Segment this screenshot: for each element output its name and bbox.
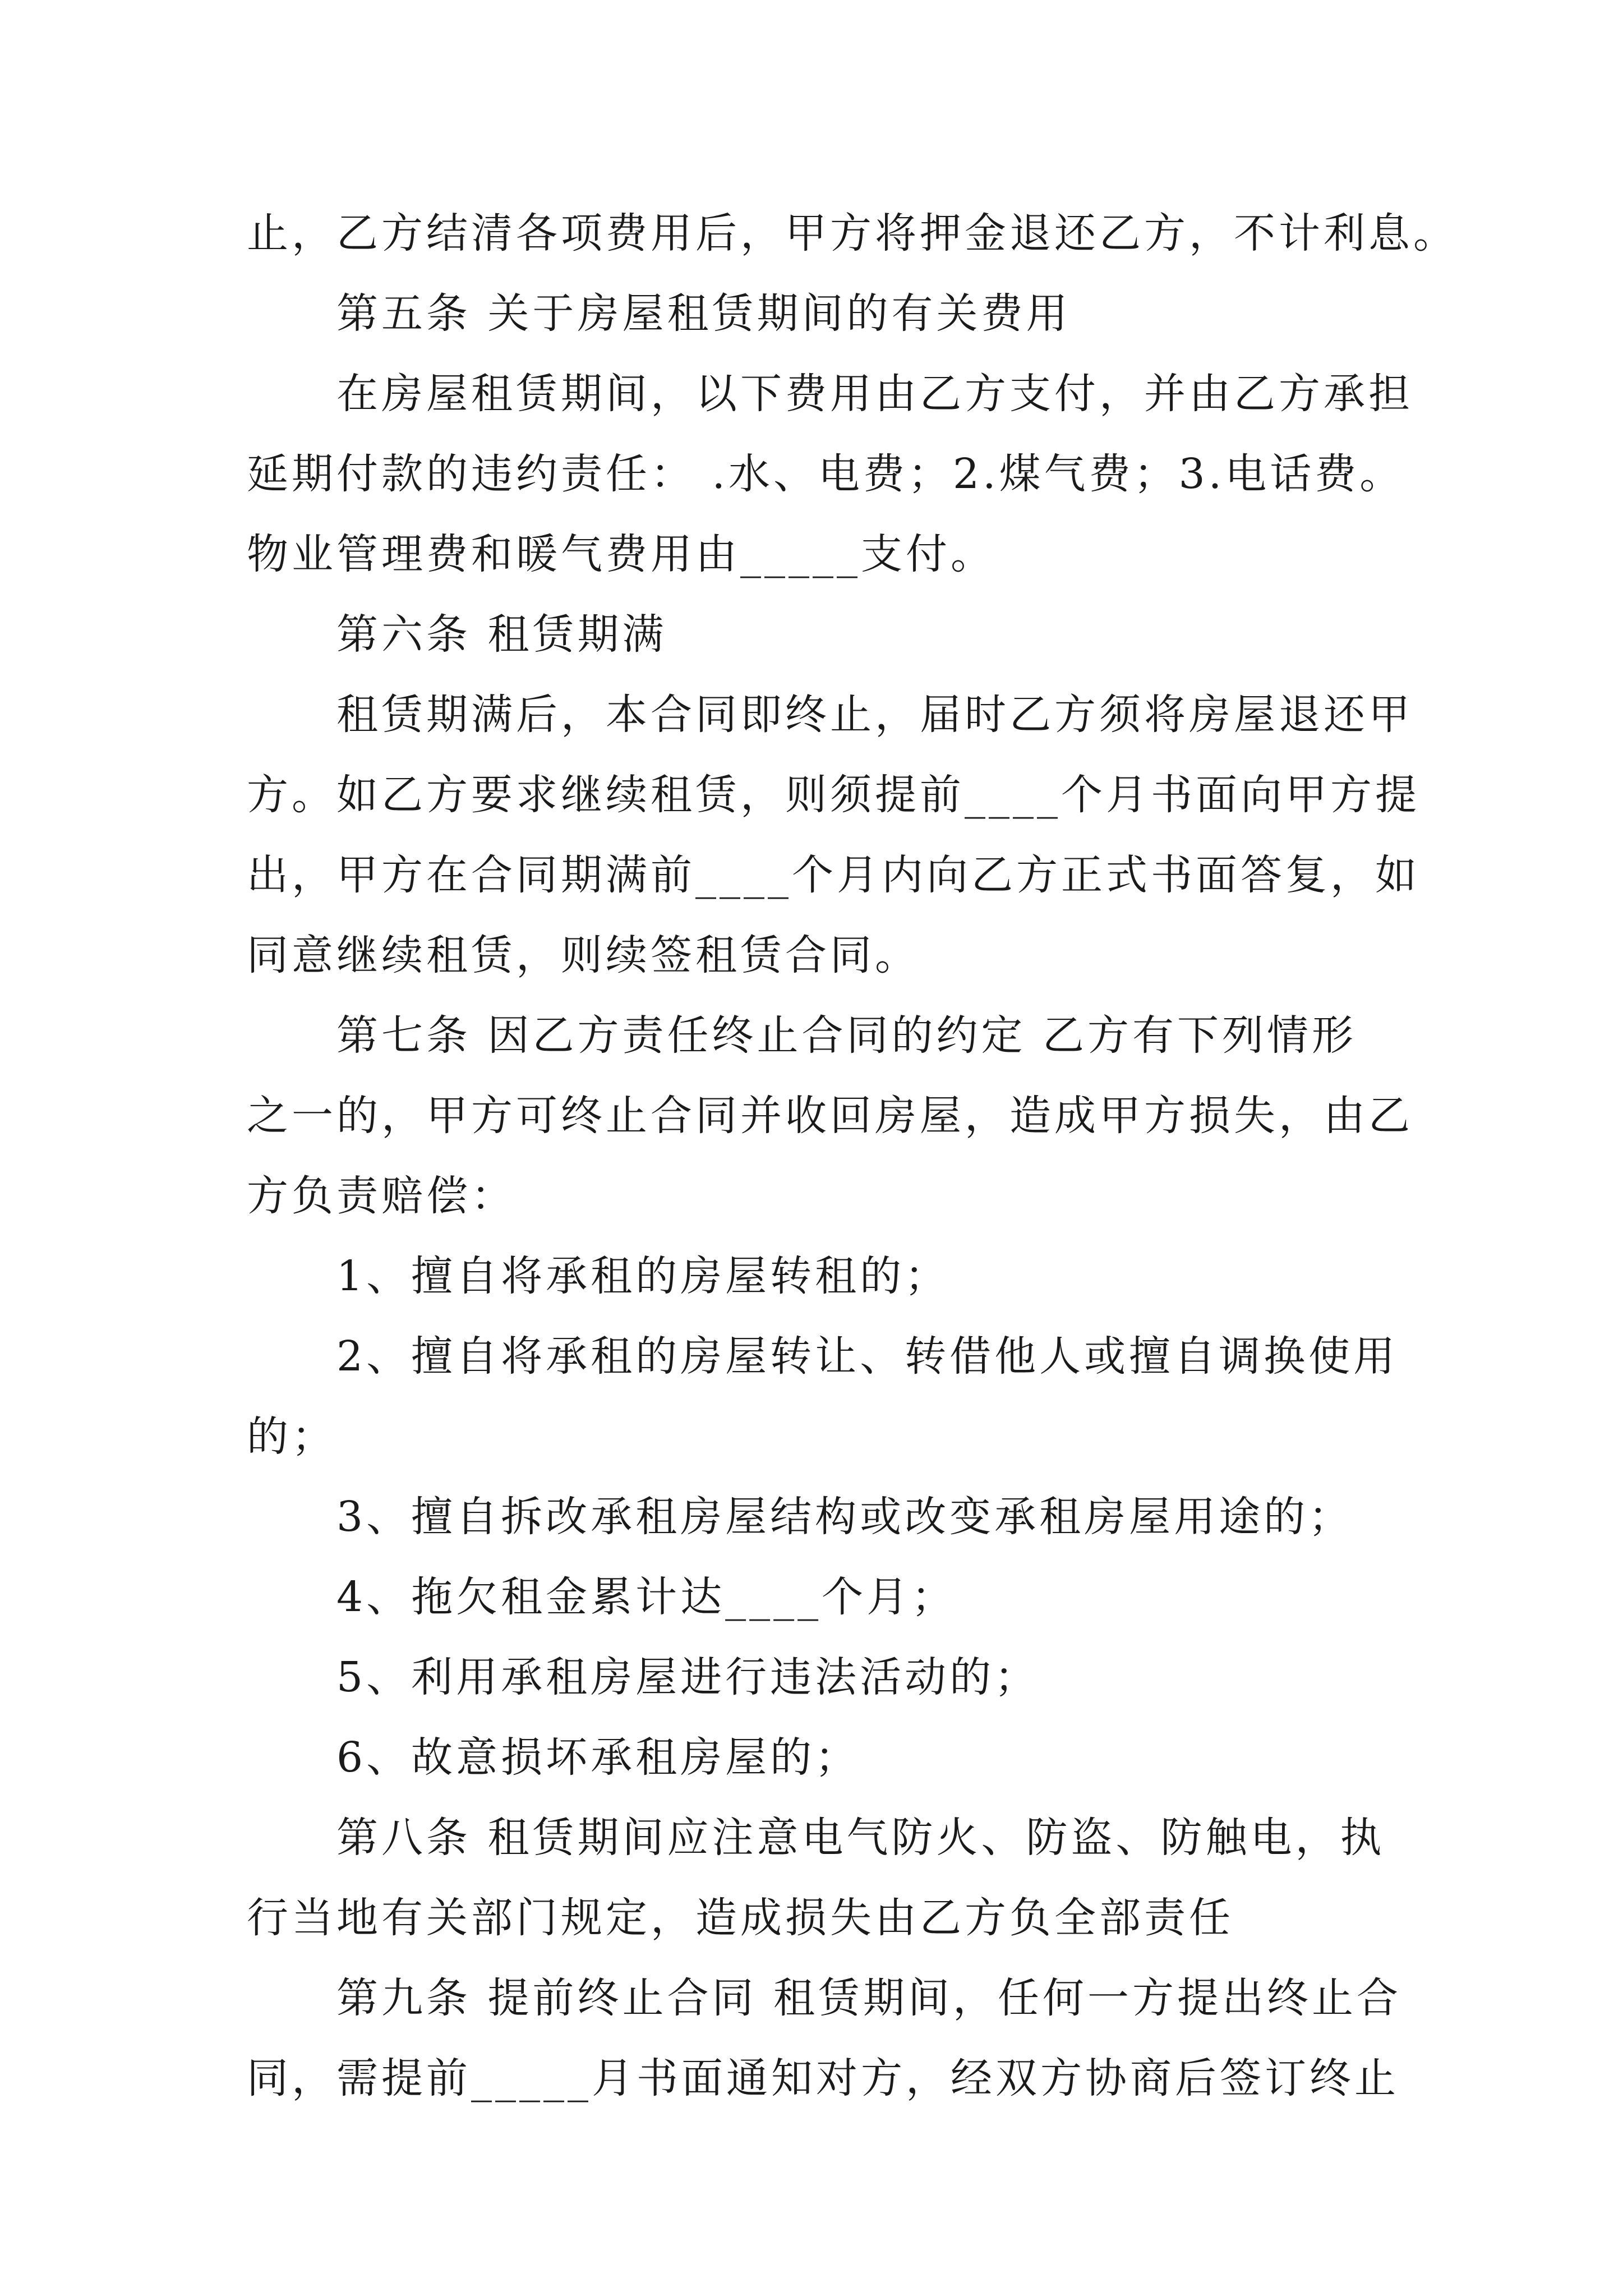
text-line: 5、利用承租房屋进行违法活动的； [336, 1653, 1040, 1701]
text-line: 方。如乙方要求继续租赁，则须提前____个月书面向甲方提 [247, 771, 1420, 819]
text-line: 止，乙方结清各项费用后，甲方将押金退还乙方，不计利息。 [247, 209, 1458, 257]
text-line: 出，甲方在合同期满前____个月内向乙方正式书面答复，如 [247, 851, 1420, 899]
text-line: 延期付款的违约责任： .水、电费；2.煤气费；3.电话费。 [247, 450, 1405, 498]
text-line: 2、擅自将承租的房屋转让、转借他人或擅自调换使用 [336, 1332, 1399, 1381]
text-line: 行当地有关部门规定，造成损失由乙方负全部责任 [247, 1894, 1234, 1942]
text-line: 的； [247, 1412, 336, 1461]
text-line: 方负责赔偿： [247, 1172, 516, 1220]
text-line: 第七条 因乙方责任终止合同的约定 乙方有下列情形 [336, 1011, 1357, 1060]
text-line: 同意继续租赁，则续签租赁合同。 [247, 931, 920, 979]
text-line: 同，需提前_____月书面通知对方，经双方协商后签订终止 [247, 2054, 1399, 2102]
text-line: 3、擅自拆改承租房屋结构或改变承租房屋用途的； [336, 1493, 1354, 1541]
text-line: 第八条 租赁期间应注意电气防火、防盗、防触电，执 [336, 1814, 1385, 1862]
text-line: 第六条 租赁期满 [336, 610, 667, 659]
text-line: 4、拖欠租金累计达____个月； [336, 1573, 957, 1621]
text-line: 6、故意损坏承租房屋的； [336, 1733, 860, 1782]
document-body [247, 194, 1458, 2119]
text-line: 第五条 关于房屋租赁期间的有关费用 [336, 289, 1071, 338]
text-line: 第九条 提前终止合同 租赁期间，任何一方提出终止合 [336, 1974, 1402, 2022]
text-line: 物业管理费和暖气费用由_____支付。 [247, 530, 995, 578]
text-line: 之一的，甲方可终止合同并收回房屋，造成甲方损失，由乙 [247, 1092, 1413, 1140]
text-line: 在房屋租赁期间，以下费用由乙方支付，并由乙方承担 [336, 370, 1413, 418]
text-line: 1、擅自将承租的房屋转租的； [336, 1252, 950, 1300]
text-line: 租赁期满后，本合同即终止，届时乙方须将房屋退还甲 [336, 691, 1413, 739]
